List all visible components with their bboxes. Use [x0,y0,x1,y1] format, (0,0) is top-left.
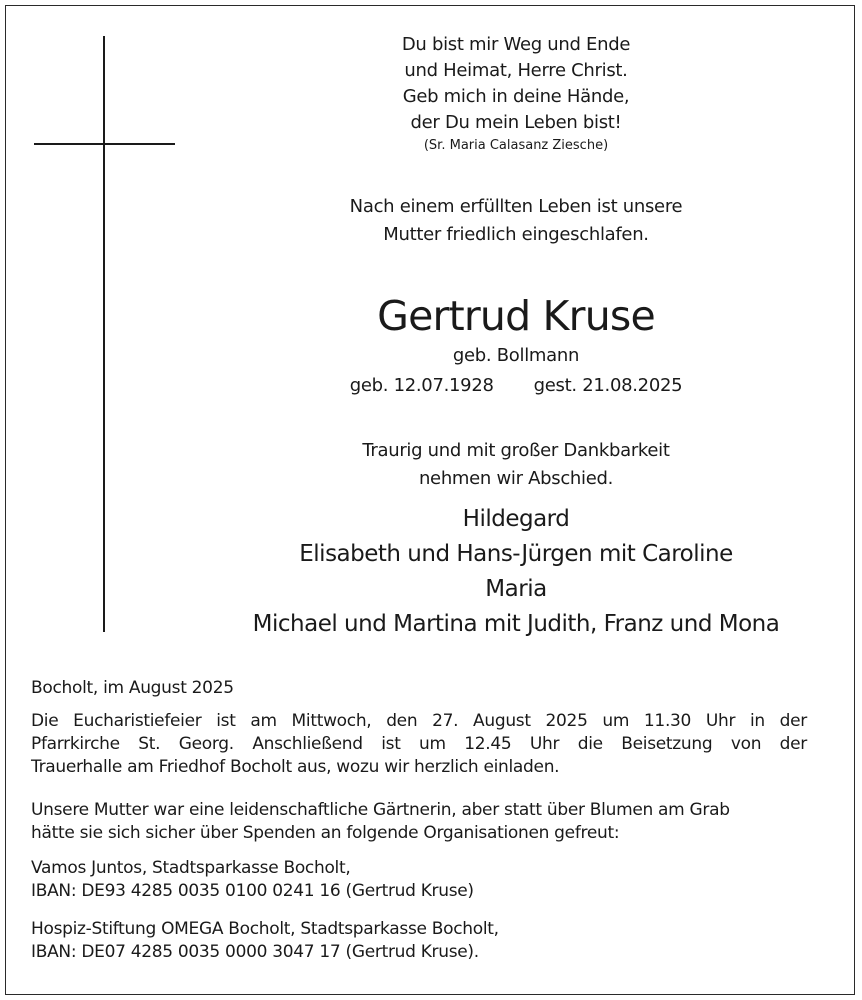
birth-date: geb. 12.07.1928 [349,375,494,396]
account-bank: Hospiz-Stiftung OMEGA Bocholt, Stadtsparkasse Bocholt, [31,919,499,939]
donation-paragraph [31,799,807,845]
deceased-name: Gertrud Kruse [377,292,655,340]
place-date: Bocholt, im August 2025 [31,678,234,698]
farewell-line: Traurig und mit großer Dankbarkeit [362,440,670,461]
poem [210,32,822,156]
account-bank: Vamos Juntos, Stadtsparkasse Bocholt, [31,858,351,878]
donation-account [31,918,807,964]
family-member: Maria [485,576,547,602]
service-line: Die Eucharistiefeier ist am Mittwoch, den 27. August 2025 um 11.30 Uhr in der [31,711,807,731]
poem-line: Geb mich in deine Hände, [402,86,630,107]
account-iban: IBAN: DE07 4285 0035 0000 3047 17 (Gertrud Kruse). [31,942,479,962]
cross-vertical-bar [103,36,105,632]
account-iban: IBAN: DE93 4285 0035 0100 0241 16 (Gertrud Kruse) [31,881,474,901]
service-line: Pfarrkirche St. Georg. Anschließend ist um 12.45 Uhr die Beisetzung von der [31,734,807,754]
donation-line: Unsere Mutter war eine leidenschaftliche Gärtnerin, aber statt über Blumen am Grab [31,800,730,820]
family-member: Elisabeth und Hans-Jürgen mit Caroline [299,541,733,567]
donation-line: hätte sie sich sicher über Spenden an folgende Organisationen gefreut: [31,823,620,843]
intro-line: Mutter friedlich eingeschlafen. [383,224,649,245]
family-list [210,502,822,642]
farewell-line: nehmen wir Abschied. [418,468,614,489]
poem-attribution: (Sr. Maria Calasanz Ziesche) [423,138,609,153]
poem-line: der Du mein Leben bist! [410,112,622,133]
family-member: Hildegard [462,506,570,532]
cross-horizontal-bar [34,143,175,145]
service-line: Trauerhalle am Friedhof Bocholt aus, wozu wir herzlich einladen. [31,757,560,777]
intro-text [210,193,822,249]
donation-account [31,857,807,903]
birth-name: geb. Bollmann [452,345,580,366]
death-date: gest. 21.08.2025 [533,375,683,396]
poem-line: und Heimat, Herre Christ. [404,60,628,81]
intro-line: Nach einem erfüllten Leben ist unsere [349,196,683,217]
service-paragraph [31,710,807,779]
poem-line: Du bist mir Weg und Ende [401,34,631,55]
farewell-text [210,437,822,493]
family-member: Michael und Martina mit Judith, Franz und Mona [252,611,780,637]
life-dates [210,372,822,400]
